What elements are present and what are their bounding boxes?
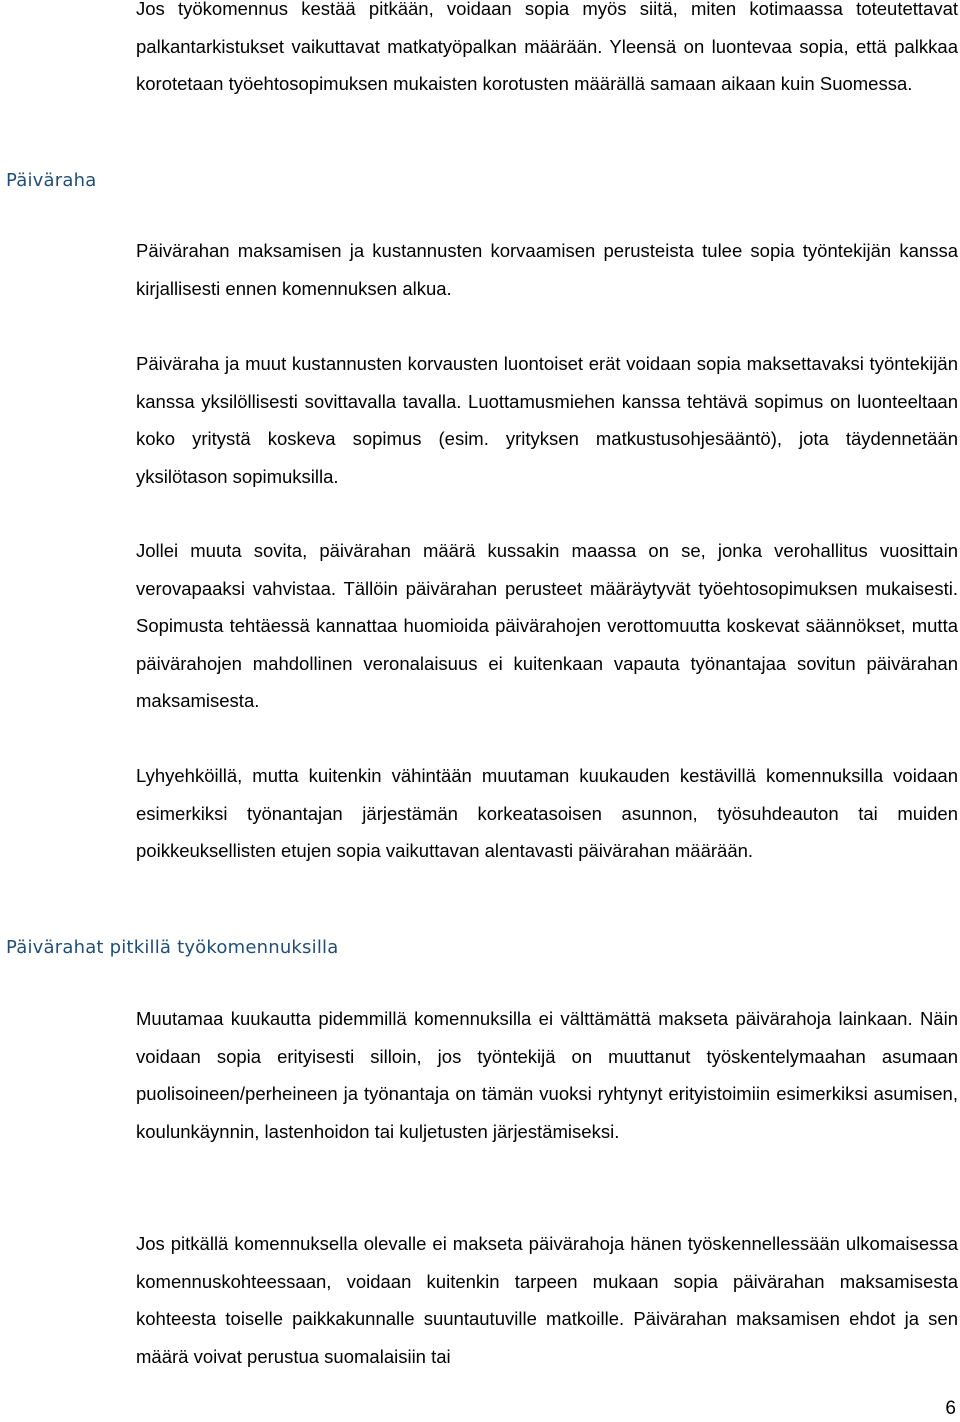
page-number: 6 bbox=[945, 1398, 956, 1419]
paragraph: Päivärahan maksamisen ja kustannusten korvaamisen perusteista tulee sopia työntekijän kanssa kirjallisesti ennen komennuksen alkua. bbox=[136, 240, 958, 299]
paragraph: Lyhyehköillä, mutta kuitenkin vähintään muutaman kuukauden kestävillä komennuksilla voidaan esimerkiksi työnantajan järjestämän korkeatasoisen asunnon, työsuhdeauton tai muiden poikkeuksellisten etujen sopia vaikuttavan alentavasti päivärahan määrään. bbox=[136, 765, 958, 862]
intro-paragraph: Jos työkomennus kestää pitkään, voidaan sopia myös siitä, miten kotimaassa toteutettavat palkantarkistukset vaikuttavat matkatyöpalkan määrään. Yleensä on luontevaa sopia, että palkkaa korotetaan työehtosopimuksen mukaisten korotusten määrällä samaan aikaan kuin Suomessa. bbox=[136, 0, 958, 95]
section-heading-paivaraha: Päiväraha bbox=[6, 170, 97, 191]
paragraph: Muutamaa kuukautta pidemmillä komennuksilla ei välttämättä makseta päivärahoja lainkaan. Näin voidaan sopia erityisesti silloin, jos työntekijä on muuttanut työskentelymaahan asumaan puolisoineen/perheineen ja työnantaja on tämän vuoksi ryhtynyt erityistoimiin esimerkiksi asumisen, koulunkäynnin, lastenhoidon tai kuljetusten järjestämiseksi. bbox=[136, 1008, 958, 1142]
paragraph: Päiväraha ja muut kustannusten korvausten luontoiset erät voidaan sopia maksettavaksi työntekijän kanssa yksilöllisesti sovittavalla tavalla. Luottamusmiehen kanssa tehtävä sopimus on luonteeltaan koko yritystä koskeva sopimus (esim. yrityksen matkustusohjesääntö), jota täydennetään yksilötason sopimuksilla. bbox=[136, 353, 958, 487]
paragraph: Jos pitkällä komennuksella olevalle ei makseta päivärahoja hänen työskennellessään ulkomaisessa komennuskohteessaan, voidaan kuitenkin tarpeen mukaan sopia päivärahan maksamisesta kohteesta toiselle paikkakunnalle suuntautuville matkoille. Päivärahan maksamisen ehdot ja sen määrä voivat perustua suomalaisiin tai bbox=[136, 1233, 958, 1367]
section-heading-pitkat-komennukset: Päivärahat pitkillä työkomennuksilla bbox=[6, 937, 339, 958]
paragraph: Jollei muuta sovita, päivärahan määrä kussakin maassa on se, jonka verohallitus vuosittain verovapaaksi vahvistaa. Tällöin päivärahan perusteet määräytyvät työehtosopimuksen mukaisesti. Sopimusta tehtäessä kannattaa huomioida päivärahojen verottomuutta koskevat säännökset, mutta päivärahojen mahdollinen veronalaisuus ei kuitenkaan vapauta työnantajaa sovitun päivärahan maksamisesta. bbox=[136, 540, 958, 712]
